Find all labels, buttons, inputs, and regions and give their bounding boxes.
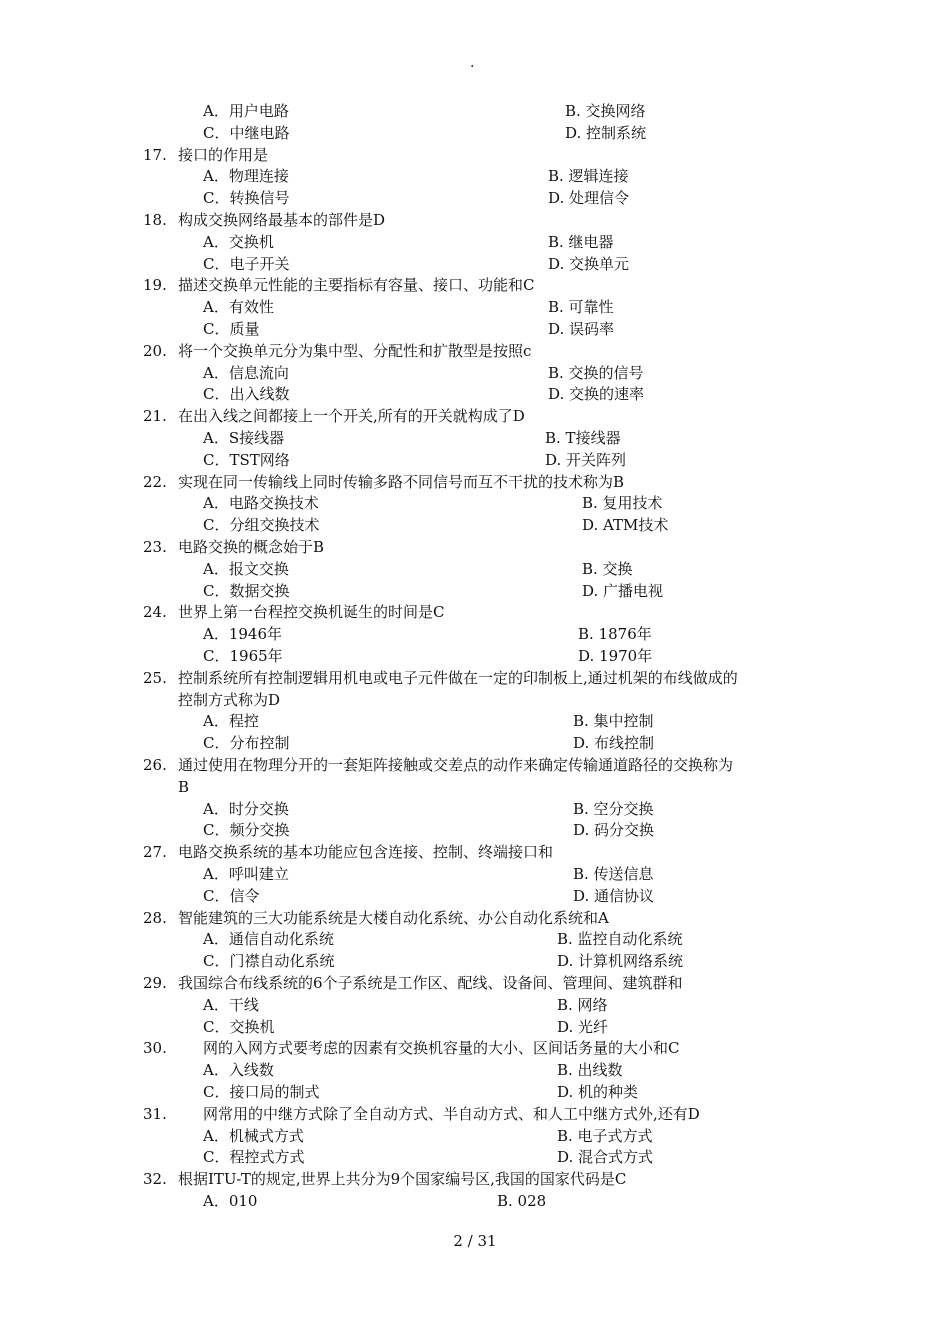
option-right: B. 电子式方式 <box>557 1126 653 1145</box>
option-left: A．1946年 <box>203 625 283 644</box>
option-left: A．时分交换 <box>203 799 289 818</box>
option-right: B. 网络 <box>557 995 608 1014</box>
option-right: D. 交换单元 <box>548 254 630 273</box>
option-right: B. 028 <box>497 1192 547 1210</box>
option-right: B. 监控自动化系统 <box>557 930 683 949</box>
question-text-continued: B <box>178 777 190 796</box>
text-line <box>0 645 950 667</box>
text-line <box>0 1059 950 1081</box>
question-number: 19. <box>143 276 167 295</box>
option-right: D. 交换的速率 <box>548 385 645 404</box>
text-line <box>0 776 950 798</box>
text-line <box>0 1037 950 1059</box>
option-left: C．接口局的制式 <box>203 1083 320 1101</box>
text-line <box>0 253 950 275</box>
text-line <box>0 558 950 580</box>
question-number: 31. <box>143 1104 167 1123</box>
text-line <box>0 710 950 732</box>
question-number: 29. <box>143 974 167 992</box>
option-right: D. ATM技术 <box>582 516 669 535</box>
question-text: 实现在同一传输线上同时传输多路不同信号而互不干扰的技术称为B <box>178 472 625 491</box>
page-number: 2 / 31 <box>453 1232 497 1250</box>
question-text: 网常用的中继方式除了全自动方式、半自动方式、和人工中继方式外,还有D <box>203 1104 700 1123</box>
text-line <box>0 819 950 841</box>
text-line <box>0 841 950 863</box>
option-right: D. 广播电视 <box>582 581 664 600</box>
option-right: B. 出线数 <box>557 1061 623 1080</box>
option-right: D. 开关阵列 <box>545 450 627 469</box>
option-left: C．分组交换技术 <box>203 516 320 535</box>
text-line <box>0 972 950 994</box>
question-text: 我国综合布线系统的6个子系统是工作区、配线、设备间、管理间、建筑群和 <box>178 974 683 992</box>
option-right: B. 集中控制 <box>573 712 654 731</box>
text-line <box>0 1016 950 1038</box>
option-left: A．通信自动化系统 <box>203 930 334 949</box>
question-text: 将一个交换单元分为集中型、分配性和扩散型是按照c <box>178 341 532 360</box>
question-number: 27. <box>143 843 167 862</box>
text-line <box>0 1103 950 1125</box>
text-line <box>0 514 950 536</box>
text-line <box>0 536 950 558</box>
text-line <box>0 732 950 754</box>
header-mark: . <box>470 55 475 71</box>
option-left: A．用户电路 <box>203 102 289 120</box>
option-left: C．转换信号 <box>203 189 290 208</box>
question-number: 26. <box>143 756 167 774</box>
text-line <box>0 165 950 187</box>
option-left: A．程控 <box>203 712 259 731</box>
text-line <box>0 318 950 340</box>
text-line <box>0 100 950 122</box>
question-text: 接口的作用是 <box>178 145 269 164</box>
option-left: C．TST网络 <box>203 450 290 469</box>
text-line <box>0 689 950 711</box>
option-right: B. T接线器 <box>545 429 621 447</box>
option-right: D. 通信协议 <box>573 886 655 905</box>
text-line <box>0 274 950 296</box>
option-right: D. 混合式方式 <box>557 1148 654 1167</box>
question-number: 28. <box>143 908 167 927</box>
option-right: D. 码分交换 <box>573 821 655 840</box>
option-right: D. 处理信令 <box>548 189 630 208</box>
option-left: C．程控式方式 <box>203 1148 305 1167</box>
option-right: D. 光纤 <box>557 1017 609 1036</box>
option-right: D. 布线控制 <box>573 734 655 753</box>
question-number: 20. <box>143 341 167 360</box>
question-number: 30. <box>143 1039 167 1058</box>
text-line <box>0 994 950 1016</box>
question-text: 构成交换网络最基本的部件是D <box>178 211 386 229</box>
option-left: C．交换机 <box>203 1017 275 1036</box>
text-line <box>0 907 950 929</box>
text-line <box>0 427 950 449</box>
text-line <box>0 885 950 907</box>
question-number: 32. <box>143 1170 167 1189</box>
option-left: A．机械式方式 <box>203 1126 304 1145</box>
option-left: C．质量 <box>203 320 260 338</box>
question-text: 网的入网方式要考虑的因素有交换机容量的大小、区间话务量的大小和C <box>203 1039 680 1058</box>
option-right: B. 复用技术 <box>582 494 663 513</box>
option-left: A．干线 <box>203 995 259 1014</box>
question-number: 24. <box>143 603 167 622</box>
text-line <box>0 231 950 253</box>
option-right: B. 可靠性 <box>548 298 614 317</box>
text-line <box>0 209 950 231</box>
text-line <box>0 405 950 427</box>
option-left: A．呼叫建立 <box>203 865 289 883</box>
question-number: 22. <box>143 472 167 491</box>
option-right: D. 1970年 <box>578 647 653 665</box>
option-right: B. 逻辑连接 <box>548 167 629 186</box>
option-left: A．电路交换技术 <box>203 494 319 513</box>
option-right: B. 1876年 <box>578 625 652 644</box>
text-line <box>0 187 950 209</box>
option-left: C．1965年 <box>203 647 283 665</box>
option-left: A．入线数 <box>203 1061 274 1080</box>
text-line <box>0 667 950 689</box>
option-left: A．报文交换 <box>203 559 289 578</box>
text-line <box>0 601 950 623</box>
question-text: 电路交换系统的基本功能应包含连接、控制、终端接口和 <box>178 843 554 862</box>
question-text: 控制系统所有控制逻辑用机电或电子元件做在一定的印制板上,通过机架的布线做成的 <box>178 668 738 687</box>
text-line <box>0 580 950 602</box>
question-number: 25. <box>143 668 167 687</box>
text-line <box>0 492 950 514</box>
option-right: B. 传送信息 <box>573 865 654 883</box>
question-text: 通过使用在物理分开的一套矩阵接触或交差点的动作来确定传输通道路径的交换称为 <box>178 756 734 774</box>
option-right: B. 空分交换 <box>573 799 654 818</box>
question-text: 世界上第一台程控交换机诞生的时间是C <box>178 603 445 622</box>
option-right: D. 误码率 <box>548 320 615 338</box>
text-line <box>0 950 950 972</box>
text-line <box>0 1081 950 1103</box>
option-left: C．中继电路 <box>203 123 290 142</box>
question-text: 描述交换单元性能的主要指标有容量、接口、功能和C <box>178 276 535 295</box>
text-line <box>0 798 950 820</box>
question-text: 在出入线之间都接上一个开关,所有的开关就构成了D <box>178 407 525 426</box>
question-text: 电路交换的概念始于B <box>178 538 325 556</box>
text-line <box>0 362 950 384</box>
text-line <box>0 340 950 362</box>
question-number: 17. <box>143 145 167 164</box>
option-left: C．分布控制 <box>203 734 290 753</box>
question-number: 18. <box>143 211 167 229</box>
option-left: C．频分交换 <box>203 821 290 840</box>
text-line <box>0 144 950 166</box>
option-left: C．信令 <box>203 886 260 905</box>
question-number: 21. <box>143 407 167 426</box>
text-line <box>0 1168 950 1190</box>
question-number: 23. <box>143 538 167 556</box>
option-left: A．物理连接 <box>203 167 289 186</box>
option-right: D. 控制系统 <box>565 123 647 142</box>
option-left: A．信息流向 <box>203 363 289 382</box>
option-left: A．有效性 <box>203 298 274 317</box>
text-line <box>0 1190 950 1212</box>
question-text: 根据ITU-T的规定,世界上共分为9个国家编号区,我国的国家代码是C <box>178 1170 627 1189</box>
question-text: 智能建筑的三大功能系统是大楼自动化系统、办公自动化系统和A <box>178 908 609 927</box>
text-line <box>0 1125 950 1147</box>
text-line <box>0 296 950 318</box>
text-line <box>0 863 950 885</box>
option-left: C．电子开关 <box>203 254 290 273</box>
option-left: A．交换机 <box>203 232 274 251</box>
text-line <box>0 471 950 493</box>
option-right: D. 机的种类 <box>557 1083 639 1101</box>
option-left: C．门襟自动化系统 <box>203 952 335 971</box>
option-left: C．出入线数 <box>203 385 290 404</box>
text-line <box>0 1146 950 1168</box>
option-right: B. 交换 <box>582 559 633 578</box>
option-left: C．数据交换 <box>203 581 290 600</box>
option-right: B. 继电器 <box>548 232 614 251</box>
option-right: D. 计算机网络系统 <box>557 952 684 971</box>
text-line <box>0 623 950 645</box>
option-left: A．S接线器 <box>203 429 285 447</box>
option-right: B. 交换的信号 <box>548 363 644 382</box>
text-line <box>0 122 950 144</box>
text-line <box>0 383 950 405</box>
text-line <box>0 928 950 950</box>
text-line <box>0 754 950 776</box>
text-line <box>0 449 950 471</box>
question-text-continued: 控制方式称为D <box>178 690 281 709</box>
option-left: A．010 <box>203 1192 258 1210</box>
option-right: B. 交换网络 <box>565 102 646 120</box>
